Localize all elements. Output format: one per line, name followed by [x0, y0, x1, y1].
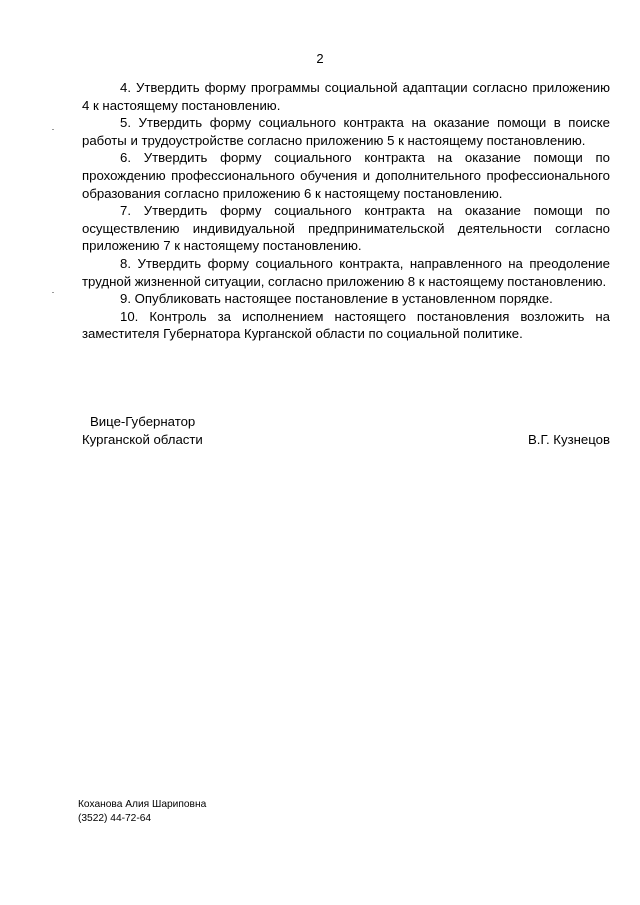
- executor-name: Коханова Алия Шариповна: [78, 799, 207, 810]
- resolution-body: [82, 79, 610, 343]
- signatory-position: [82, 413, 282, 449]
- paragraph-item-8: 8. Утвердить форму социального контракта, направленного на преодоление трудной жизненной ситуации, согласно приложению 8 к настоящему постановлению.: [82, 255, 610, 289]
- executor-block: [78, 798, 206, 825]
- signatory-position-line2: Курганской области: [82, 432, 203, 447]
- signatory-name: В.Г. Кузнецов: [527, 432, 610, 447]
- signatory-position-line1: Вице-Губернатор: [90, 414, 196, 429]
- scan-speck: [52, 292, 54, 293]
- paragraph-item-4: 4. Утвердить форму программы социальной адаптации согласно приложению 4 к настоящему постановлению.: [82, 80, 610, 113]
- paragraph-item-5: 5. Утвердить форму социального контракта на оказание помощи в поиске работы и трудоустройстве согласно приложению 5 к настоящему постановлению.: [82, 115, 610, 148]
- paragraph-item-7: 7. Утвердить форму социального контракта на оказание помощи по осуществлению индивидуальной предпринимательской деятельности согласно приложению 7 к настоящему постановлению.: [82, 203, 610, 254]
- paragraph-item-6: 6. Утвердить форму социального контракта на оказание помощи по прохождению профессионального обучения и дополнительного профессионального образования согласно приложению 6 к настоящему постановлению.: [82, 150, 610, 201]
- page-number: 2: [316, 51, 324, 66]
- scan-speck: [52, 129, 54, 130]
- paragraph-item-9: 9. Опубликовать настоящее постановление в установленном порядке.: [120, 291, 553, 307]
- executor-phone: (3522) 44-72-64: [78, 812, 152, 824]
- paragraph-item-10: 10. Контроль за исполнением настоящего постановления возложить на заместителя Губернатора Курганской области по социальной политике.: [82, 308, 610, 342]
